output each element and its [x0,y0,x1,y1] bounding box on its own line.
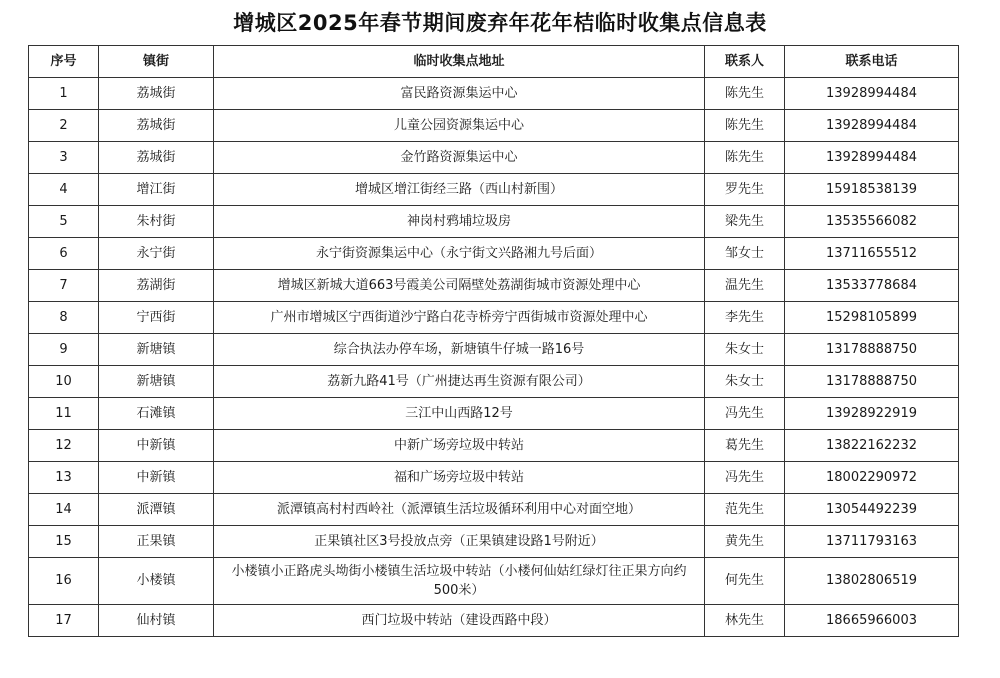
table-row [29,78,959,110]
cell-phone: 13711655512 [785,238,959,270]
cell-contact: 朱女士 [705,366,785,398]
table-row [29,110,959,142]
cell-index: 8 [29,302,99,334]
table-row [29,526,959,558]
cell-town: 宁西街 [99,302,214,334]
cell-address: 西门垃圾中转站（建设西路中段） [214,605,705,637]
cell-phone: 13822162232 [785,430,959,462]
cell-contact: 罗先生 [705,174,785,206]
header-phone: 联系电话 [785,46,959,78]
cell-index: 12 [29,430,99,462]
cell-contact: 葛先生 [705,430,785,462]
cell-address: 金竹路资源集运中心 [214,142,705,174]
cell-contact: 林先生 [705,605,785,637]
cell-contact: 邹女士 [705,238,785,270]
cell-address: 增城区增江街经三路（西山村新围） [214,174,705,206]
cell-town: 荔城街 [99,78,214,110]
table-row [29,366,959,398]
table-row [29,462,959,494]
cell-phone: 13535566082 [785,206,959,238]
header-contact: 联系人 [705,46,785,78]
cell-town: 新塘镇 [99,366,214,398]
table-row [29,142,959,174]
cell-index: 5 [29,206,99,238]
cell-index: 2 [29,110,99,142]
cell-address: 三江中山西路12号 [214,398,705,430]
cell-town: 中新镇 [99,430,214,462]
table-row [29,206,959,238]
cell-index: 17 [29,605,99,637]
cell-town: 增江街 [99,174,214,206]
cell-contact: 梁先生 [705,206,785,238]
cell-contact: 何先生 [705,558,785,605]
cell-address: 正果镇社区3号投放点旁（正果镇建设路1号附近） [214,526,705,558]
cell-index: 16 [29,558,99,605]
cell-contact: 黄先生 [705,526,785,558]
cell-index: 1 [29,78,99,110]
cell-town: 朱村街 [99,206,214,238]
cell-index: 3 [29,142,99,174]
cell-town: 新塘镇 [99,334,214,366]
cell-address: 儿童公园资源集运中心 [214,110,705,142]
cell-phone: 13928922919 [785,398,959,430]
cell-town: 荔城街 [99,110,214,142]
cell-address: 小楼镇小正路虎头坳街小楼镇生活垃圾中转站（小楼何仙姑红绿灯往正果方向约500米） [214,558,705,605]
cell-address: 神岗村鸦埔垃圾房 [214,206,705,238]
cell-index: 4 [29,174,99,206]
cell-phone: 15298105899 [785,302,959,334]
cell-index: 14 [29,494,99,526]
cell-town: 正果镇 [99,526,214,558]
cell-address: 中新广场旁垃圾中转站 [214,430,705,462]
table-header-row [29,46,959,78]
cell-town: 小楼镇 [99,558,214,605]
document-title: 增城区2025年春节期间废弃年花年桔临时收集点信息表 [233,11,767,35]
cell-index: 7 [29,270,99,302]
header-index: 序号 [29,46,99,78]
cell-town: 荔城街 [99,142,214,174]
cell-phone: 13802806519 [785,558,959,605]
table-row [29,398,959,430]
cell-index: 10 [29,366,99,398]
table-row [29,270,959,302]
cell-address: 福和广场旁垃圾中转站 [214,462,705,494]
table-row [29,334,959,366]
table-body [29,78,959,637]
cell-contact: 陈先生 [705,78,785,110]
cell-town: 中新镇 [99,462,214,494]
cell-address: 富民路资源集运中心 [214,78,705,110]
cell-contact: 范先生 [705,494,785,526]
table-row [29,174,959,206]
cell-town: 荔湖街 [99,270,214,302]
table-row [29,605,959,637]
cell-contact: 陈先生 [705,110,785,142]
table-row [29,558,959,605]
cell-index: 9 [29,334,99,366]
cell-index: 13 [29,462,99,494]
cell-phone: 18002290972 [785,462,959,494]
cell-phone: 13711793163 [785,526,959,558]
cell-address: 永宁街资源集运中心（永宁街文兴路湘九号后面） [214,238,705,270]
cell-contact: 冯先生 [705,462,785,494]
cell-address: 增城区新城大道663号霞美公司隔壁处荔湖街城市资源处理中心 [214,270,705,302]
cell-town: 派潭镇 [99,494,214,526]
header-town: 镇街 [99,46,214,78]
collection-points-table [28,45,959,637]
cell-phone: 18665966003 [785,605,959,637]
cell-address: 广州市增城区宁西街道沙宁路白花寺桥旁宁西街城市资源处理中心 [214,302,705,334]
table-row [29,238,959,270]
cell-address: 派潭镇高村村西岭社（派潭镇生活垃圾循环利用中心对面空地） [214,494,705,526]
cell-index: 15 [29,526,99,558]
cell-address: 综合执法办停车场，新塘镇牛仔城一路16号 [214,334,705,366]
cell-phone: 13928994484 [785,142,959,174]
cell-phone: 13178888750 [785,334,959,366]
cell-town: 仙村镇 [99,605,214,637]
cell-town: 石滩镇 [99,398,214,430]
cell-index: 6 [29,238,99,270]
cell-phone: 13533778684 [785,270,959,302]
cell-town: 永宁街 [99,238,214,270]
table-row [29,302,959,334]
table-row [29,494,959,526]
cell-contact: 李先生 [705,302,785,334]
header-address: 临时收集点地址 [214,46,705,78]
cell-address: 荔新九路41号（广州捷达再生资源有限公司） [214,366,705,398]
cell-phone: 13178888750 [785,366,959,398]
cell-phone: 13928994484 [785,110,959,142]
cell-index: 11 [29,398,99,430]
cell-contact: 冯先生 [705,398,785,430]
cell-contact: 陈先生 [705,142,785,174]
cell-phone: 13054492239 [785,494,959,526]
cell-phone: 15918538139 [785,174,959,206]
cell-contact: 温先生 [705,270,785,302]
cell-contact: 朱女士 [705,334,785,366]
cell-phone: 13928994484 [785,78,959,110]
table-row [29,430,959,462]
